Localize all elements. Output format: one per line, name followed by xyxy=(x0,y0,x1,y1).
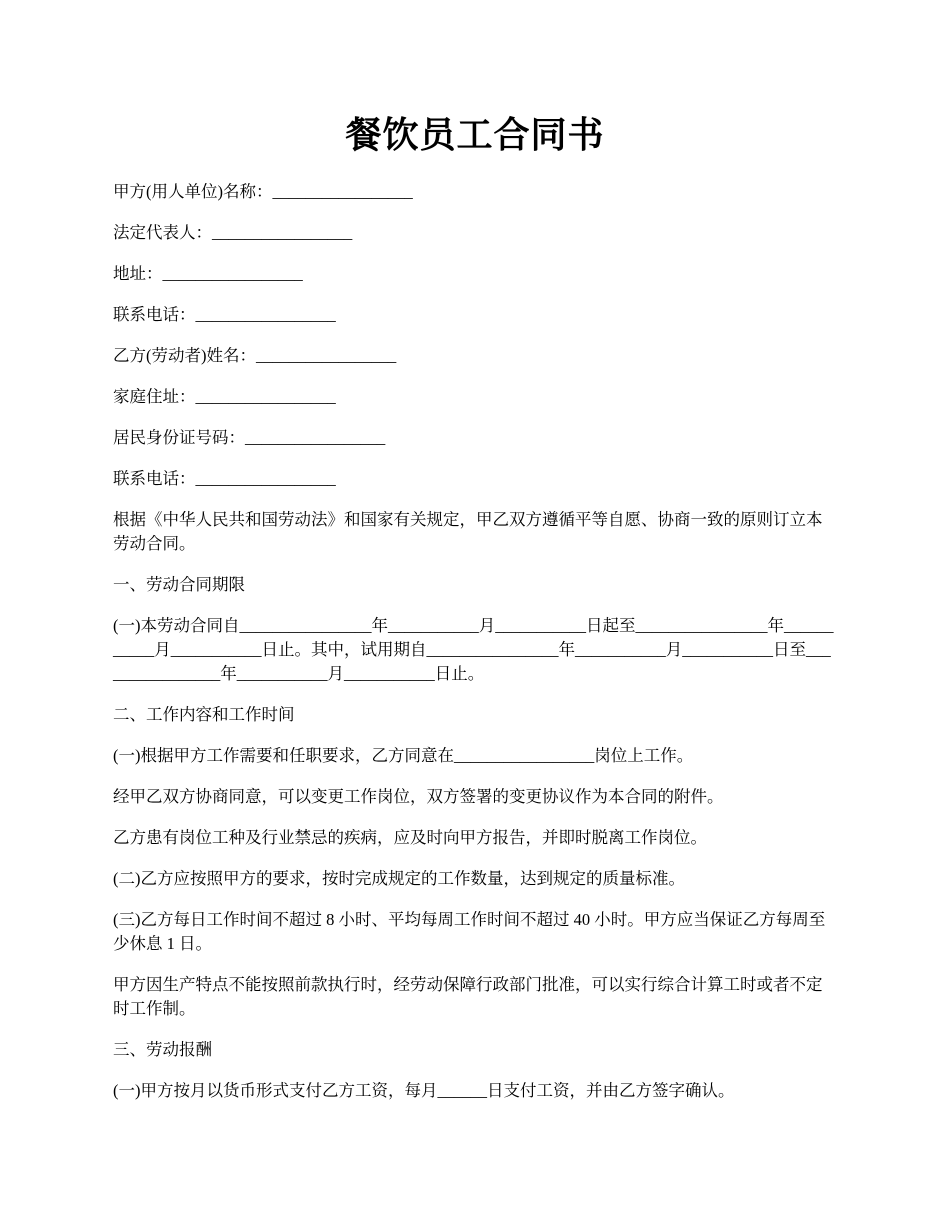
employer-name-field: 甲方(用人单位)名称：_________________ xyxy=(113,182,413,201)
document-body xyxy=(113,180,837,1103)
employee-phone-field: 联系电话：_________________ xyxy=(113,469,336,488)
contract-term-paragraph: (一)本劳动合同自________________年___________月___________日起至________________年___________月___________日止。其中，试用期自________________年___________月___________日至________________年___________月___________日止。 xyxy=(113,616,834,683)
employee-name-field: 乙方(劳动者)姓名：_________________ xyxy=(113,346,397,365)
employer-address-field: 地址：_________________ xyxy=(113,264,303,283)
working-hours-paragraph: (三)乙方每日工作时间不超过 8 小时、平均每周工作时间不超过 40 小时。甲方应当保证乙方每周至少休息 1 日。 xyxy=(113,910,826,953)
wage-payment-paragraph: (一)甲方按月以货币形式支付乙方工资，每月______日支付工资，并由乙方签字确认。 xyxy=(113,1081,735,1100)
employee-home-address-field: 家庭住址：_________________ xyxy=(113,387,336,406)
flexible-hours-paragraph: 甲方因生产特点不能按照前款执行时，经劳动保障行政部门批准，可以实行综合计算工时或者不定时工作制。 xyxy=(113,975,823,1018)
employer-phone-field: 联系电话：_________________ xyxy=(113,305,336,324)
work-position-paragraph: (一)根据甲方工作需要和任职要求，乙方同意在_________________岗位上工作。 xyxy=(113,746,694,765)
work-quota-paragraph: (二)乙方应按照甲方的要求，按时完成规定的工作数量，达到规定的质量标准。 xyxy=(113,869,685,888)
section-heading-remuneration: 三、劳动报酬 xyxy=(113,1040,212,1059)
section-heading-contract-term: 一、劳动合同期限 xyxy=(113,575,245,594)
section-heading-work-content: 二、工作内容和工作时间 xyxy=(113,705,295,724)
legal-representative-field: 法定代表人：_________________ xyxy=(113,223,353,242)
employee-id-number-field: 居民身份证号码：_________________ xyxy=(113,428,386,447)
disease-report-paragraph: 乙方患有岗位工种及行业禁忌的疾病，应及时向甲方报告，并即时脱离工作岗位。 xyxy=(113,828,707,847)
position-change-paragraph: 经甲乙双方协商同意，可以变更工作岗位，双方签署的变更协议作为本合同的附件。 xyxy=(113,787,724,806)
preamble-paragraph: 根据《中华人民共和国劳动法》和国家有关规定，甲乙双方遵循平等自愿、协商一致的原则订立本劳动合同。 xyxy=(113,510,823,553)
document-title: 餐饮员工合同书 xyxy=(345,115,605,155)
